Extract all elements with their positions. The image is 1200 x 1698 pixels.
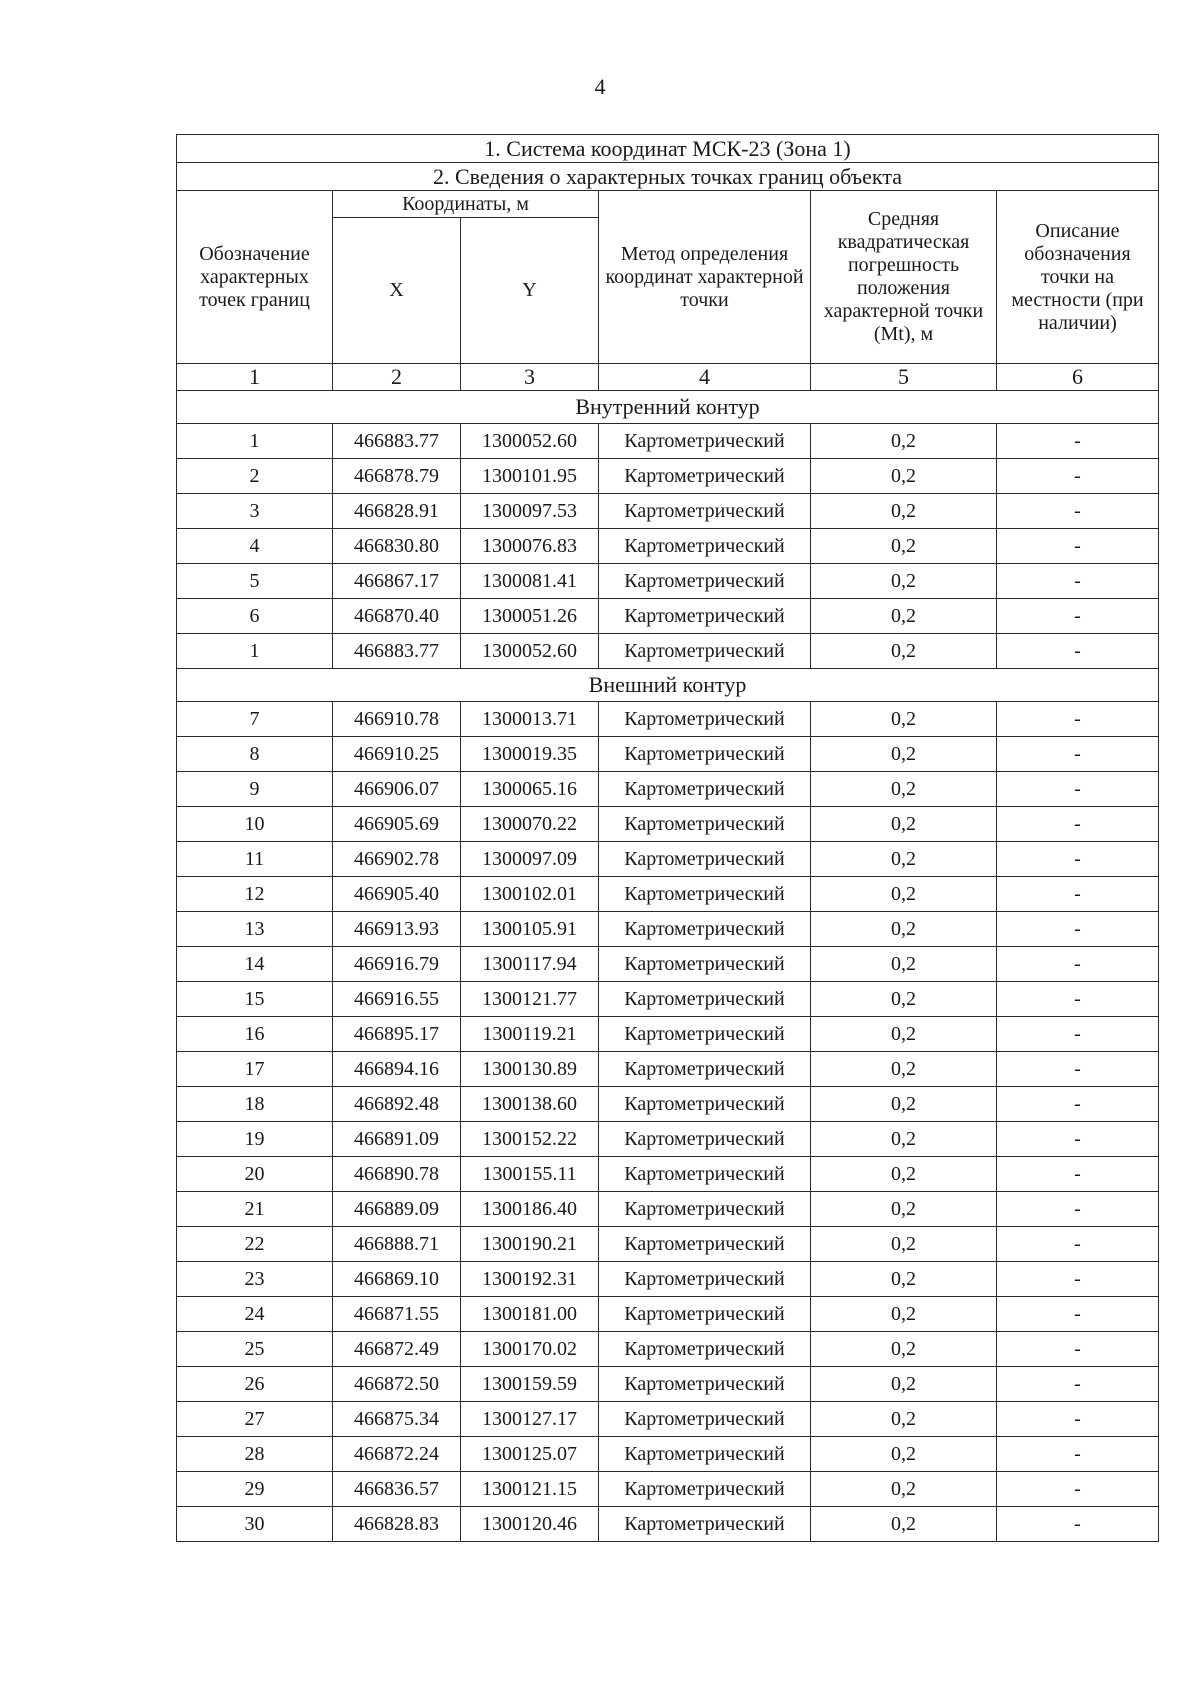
x-coordinate-cell: 466905.69 — [333, 807, 461, 842]
section-row — [177, 669, 1159, 702]
description-cell: - — [997, 912, 1159, 947]
description-cell: - — [997, 1297, 1159, 1332]
x-coordinate-cell: 466883.77 — [333, 424, 461, 459]
mt-error-cell: 0,2 — [811, 1437, 997, 1472]
description-cell: - — [997, 1507, 1159, 1542]
y-coordinate-cell: 1300121.15 — [461, 1472, 599, 1507]
method-cell: Картометрический — [599, 1297, 811, 1332]
method-cell: Картометрический — [599, 1227, 811, 1262]
method-cell: Картометрический — [599, 842, 811, 877]
table-row — [177, 1472, 1159, 1507]
x-coordinate-cell: 466895.17 — [333, 1017, 461, 1052]
mt-error-cell: 0,2 — [811, 877, 997, 912]
y-coordinate-cell: 1300081.41 — [461, 564, 599, 599]
y-coordinate-cell: 1300170.02 — [461, 1332, 599, 1367]
method-cell: Картометрический — [599, 772, 811, 807]
point-number-cell: 26 — [177, 1367, 333, 1402]
x-coordinate-cell: 466870.40 — [333, 599, 461, 634]
method-cell: Картометрический — [599, 424, 811, 459]
description-cell: - — [997, 564, 1159, 599]
mt-error-cell: 0,2 — [811, 564, 997, 599]
point-number-cell: 8 — [177, 737, 333, 772]
method-cell: Картометрический — [599, 1192, 811, 1227]
point-number-cell: 29 — [177, 1472, 333, 1507]
mt-error-cell: 0,2 — [811, 1507, 997, 1542]
point-number-cell: 1 — [177, 634, 333, 669]
mt-error-cell: 0,2 — [811, 772, 997, 807]
x-coordinate-cell: 466889.09 — [333, 1192, 461, 1227]
y-coordinate-cell: 1300070.22 — [461, 807, 599, 842]
description-cell: - — [997, 772, 1159, 807]
description-cell: - — [997, 1087, 1159, 1122]
point-number-cell: 15 — [177, 982, 333, 1017]
method-cell: Картометрический — [599, 1052, 811, 1087]
y-coordinate-cell: 1300052.60 — [461, 634, 599, 669]
point-number-cell: 20 — [177, 1157, 333, 1192]
table-row — [177, 1402, 1159, 1437]
point-number-cell: 1 — [177, 424, 333, 459]
method-cell: Картометрический — [599, 737, 811, 772]
mt-error-cell: 0,2 — [811, 947, 997, 982]
table-row — [177, 947, 1159, 982]
y-coordinate-cell: 1300019.35 — [461, 737, 599, 772]
method-cell: Картометрический — [599, 1087, 811, 1122]
y-coordinate-cell: 1300125.07 — [461, 1437, 599, 1472]
x-coordinate-cell: 466910.78 — [333, 702, 461, 737]
header-row-top — [177, 191, 1159, 218]
table-row — [177, 1227, 1159, 1262]
method-cell: Картометрический — [599, 807, 811, 842]
header-mt: Средняя квадратическая погрешность положения характерной точки (Mt), м — [811, 191, 997, 364]
mt-error-cell: 0,2 — [811, 1087, 997, 1122]
table-row — [177, 1087, 1159, 1122]
table-row — [177, 459, 1159, 494]
coordinate-system-title: 1. Система координат МСК-23 (Зона 1) — [177, 135, 1159, 163]
mt-error-cell: 0,2 — [811, 1017, 997, 1052]
table-row — [177, 424, 1159, 459]
column-number: 2 — [333, 364, 461, 391]
y-coordinate-cell: 1300127.17 — [461, 1402, 599, 1437]
table-row — [177, 982, 1159, 1017]
table-row — [177, 599, 1159, 634]
y-coordinate-cell: 1300152.22 — [461, 1122, 599, 1157]
point-number-cell: 5 — [177, 564, 333, 599]
mt-error-cell: 0,2 — [811, 912, 997, 947]
description-cell: - — [997, 634, 1159, 669]
table-row — [177, 1192, 1159, 1227]
x-coordinate-cell: 466867.17 — [333, 564, 461, 599]
point-number-cell: 27 — [177, 1402, 333, 1437]
description-cell: - — [997, 1402, 1159, 1437]
y-coordinate-cell: 1300155.11 — [461, 1157, 599, 1192]
x-coordinate-cell: 466875.34 — [333, 1402, 461, 1437]
description-cell: - — [997, 599, 1159, 634]
method-cell: Картометрический — [599, 1122, 811, 1157]
section-row — [177, 391, 1159, 424]
table-row — [177, 1122, 1159, 1157]
method-cell: Картометрический — [599, 1017, 811, 1052]
method-cell: Картометрический — [599, 1437, 811, 1472]
description-cell: - — [997, 529, 1159, 564]
table-row — [177, 529, 1159, 564]
point-number-cell: 11 — [177, 842, 333, 877]
point-number-cell: 30 — [177, 1507, 333, 1542]
x-coordinate-cell: 466836.57 — [333, 1472, 461, 1507]
description-cell: - — [997, 1332, 1159, 1367]
table-row — [177, 1157, 1159, 1192]
point-number-cell: 19 — [177, 1122, 333, 1157]
table-row — [177, 1297, 1159, 1332]
y-coordinate-cell: 1300181.00 — [461, 1297, 599, 1332]
y-coordinate-cell: 1300117.94 — [461, 947, 599, 982]
mt-error-cell: 0,2 — [811, 1192, 997, 1227]
point-number-cell: 9 — [177, 772, 333, 807]
table-row — [177, 564, 1159, 599]
description-cell: - — [997, 807, 1159, 842]
table-row — [177, 772, 1159, 807]
point-number-cell: 2 — [177, 459, 333, 494]
description-cell: - — [997, 702, 1159, 737]
y-coordinate-cell: 1300051.26 — [461, 599, 599, 634]
description-cell: - — [997, 1122, 1159, 1157]
x-coordinate-cell: 466871.55 — [333, 1297, 461, 1332]
y-coordinate-cell: 1300013.71 — [461, 702, 599, 737]
y-coordinate-cell: 1300121.77 — [461, 982, 599, 1017]
description-cell: - — [997, 459, 1159, 494]
description-cell: - — [997, 947, 1159, 982]
point-number-cell: 28 — [177, 1437, 333, 1472]
description-cell: - — [997, 737, 1159, 772]
y-coordinate-cell: 1300130.89 — [461, 1052, 599, 1087]
mt-error-cell: 0,2 — [811, 1332, 997, 1367]
point-number-cell: 16 — [177, 1017, 333, 1052]
method-cell: Картометрический — [599, 1472, 811, 1507]
x-coordinate-cell: 466913.93 — [333, 912, 461, 947]
table-row — [177, 1017, 1159, 1052]
y-coordinate-cell: 1300097.09 — [461, 842, 599, 877]
subtitle-row — [177, 163, 1159, 191]
y-coordinate-cell: 1300119.21 — [461, 1017, 599, 1052]
header-y: Y — [461, 218, 599, 364]
coordinates-table — [176, 134, 1159, 1542]
point-number-cell: 21 — [177, 1192, 333, 1227]
y-coordinate-cell: 1300102.01 — [461, 877, 599, 912]
table-row — [177, 842, 1159, 877]
method-cell: Картометрический — [599, 1262, 811, 1297]
mt-error-cell: 0,2 — [811, 599, 997, 634]
point-number-cell: 25 — [177, 1332, 333, 1367]
method-cell: Картометрический — [599, 912, 811, 947]
y-coordinate-cell: 1300097.53 — [461, 494, 599, 529]
description-cell: - — [997, 1437, 1159, 1472]
y-coordinate-cell: 1300190.21 — [461, 1227, 599, 1262]
header-coords: Координаты, м — [333, 191, 599, 218]
mt-error-cell: 0,2 — [811, 1227, 997, 1262]
table-row — [177, 634, 1159, 669]
y-coordinate-cell: 1300120.46 — [461, 1507, 599, 1542]
method-cell: Картометрический — [599, 877, 811, 912]
table-body — [177, 135, 1159, 1542]
x-coordinate-cell: 466890.78 — [333, 1157, 461, 1192]
table-row — [177, 494, 1159, 529]
table-row — [177, 702, 1159, 737]
mt-error-cell: 0,2 — [811, 1367, 997, 1402]
method-cell: Картометрический — [599, 599, 811, 634]
x-coordinate-cell: 466891.09 — [333, 1122, 461, 1157]
table-row — [177, 807, 1159, 842]
method-cell: Картометрический — [599, 702, 811, 737]
description-cell: - — [997, 1262, 1159, 1297]
table-row — [177, 1262, 1159, 1297]
y-coordinate-cell: 1300186.40 — [461, 1192, 599, 1227]
mt-error-cell: 0,2 — [811, 807, 997, 842]
mt-error-cell: 0,2 — [811, 1402, 997, 1437]
page-number: 4 — [594, 74, 606, 99]
header-x: X — [333, 218, 461, 364]
table-row — [177, 1437, 1159, 1472]
description-cell: - — [997, 1367, 1159, 1402]
x-coordinate-cell: 466828.83 — [333, 1507, 461, 1542]
description-cell: - — [997, 494, 1159, 529]
x-coordinate-cell: 466910.25 — [333, 737, 461, 772]
y-coordinate-cell: 1300159.59 — [461, 1367, 599, 1402]
description-cell: - — [997, 982, 1159, 1017]
column-number: 1 — [177, 364, 333, 391]
x-coordinate-cell: 466878.79 — [333, 459, 461, 494]
table-row — [177, 1052, 1159, 1087]
mt-error-cell: 0,2 — [811, 634, 997, 669]
method-cell: Картометрический — [599, 1332, 811, 1367]
description-cell: - — [997, 1192, 1159, 1227]
title-row — [177, 135, 1159, 163]
y-coordinate-cell: 1300101.95 — [461, 459, 599, 494]
column-number-row — [177, 364, 1159, 391]
point-number-cell: 7 — [177, 702, 333, 737]
x-coordinate-cell: 466892.48 — [333, 1087, 461, 1122]
header-point: Обозначение характерных точек границ — [177, 191, 333, 364]
point-number-cell: 13 — [177, 912, 333, 947]
mt-error-cell: 0,2 — [811, 842, 997, 877]
x-coordinate-cell: 466830.80 — [333, 529, 461, 564]
mt-error-cell: 0,2 — [811, 529, 997, 564]
mt-error-cell: 0,2 — [811, 494, 997, 529]
mt-error-cell: 0,2 — [811, 702, 997, 737]
point-number-cell: 24 — [177, 1297, 333, 1332]
point-number-cell: 12 — [177, 877, 333, 912]
point-number-cell: 4 — [177, 529, 333, 564]
header-description: Описание обозначения точки на местности (при наличии) — [997, 191, 1159, 364]
table-row — [177, 877, 1159, 912]
x-coordinate-cell: 466872.49 — [333, 1332, 461, 1367]
method-cell: Картометрический — [599, 529, 811, 564]
table-row — [177, 912, 1159, 947]
description-cell: - — [997, 1472, 1159, 1507]
x-coordinate-cell: 466828.91 — [333, 494, 461, 529]
description-cell: - — [997, 1157, 1159, 1192]
description-cell: - — [997, 424, 1159, 459]
x-coordinate-cell: 466883.77 — [333, 634, 461, 669]
y-coordinate-cell: 1300105.91 — [461, 912, 599, 947]
mt-error-cell: 0,2 — [811, 424, 997, 459]
x-coordinate-cell: 466906.07 — [333, 772, 461, 807]
method-cell: Картометрический — [599, 494, 811, 529]
point-number-cell: 23 — [177, 1262, 333, 1297]
method-cell: Картометрический — [599, 982, 811, 1017]
x-coordinate-cell: 466888.71 — [333, 1227, 461, 1262]
method-cell: Картометрический — [599, 1507, 811, 1542]
method-cell: Картометрический — [599, 564, 811, 599]
y-coordinate-cell: 1300138.60 — [461, 1087, 599, 1122]
y-coordinate-cell: 1300065.16 — [461, 772, 599, 807]
method-cell: Картометрический — [599, 634, 811, 669]
x-coordinate-cell: 466902.78 — [333, 842, 461, 877]
mt-error-cell: 0,2 — [811, 737, 997, 772]
mt-error-cell: 0,2 — [811, 1157, 997, 1192]
column-number: 5 — [811, 364, 997, 391]
mt-error-cell: 0,2 — [811, 1262, 997, 1297]
mt-error-cell: 0,2 — [811, 1297, 997, 1332]
section-title: Внутренний контур — [177, 391, 1159, 424]
section-subtitle: 2. Сведения о характерных точках границ объекта — [177, 163, 1159, 191]
column-number: 4 — [599, 364, 811, 391]
section-title: Внешний контур — [177, 669, 1159, 702]
x-coordinate-cell: 466916.79 — [333, 947, 461, 982]
x-coordinate-cell: 466869.10 — [333, 1262, 461, 1297]
y-coordinate-cell: 1300076.83 — [461, 529, 599, 564]
x-coordinate-cell: 466872.24 — [333, 1437, 461, 1472]
table-row — [177, 1507, 1159, 1542]
method-cell: Картометрический — [599, 459, 811, 494]
x-coordinate-cell: 466894.16 — [333, 1052, 461, 1087]
column-number: 6 — [997, 364, 1159, 391]
column-number: 3 — [461, 364, 599, 391]
method-cell: Картометрический — [599, 1157, 811, 1192]
mt-error-cell: 0,2 — [811, 1052, 997, 1087]
mt-error-cell: 0,2 — [811, 1122, 997, 1157]
table-row — [177, 1332, 1159, 1367]
description-cell: - — [997, 1052, 1159, 1087]
table-row — [177, 737, 1159, 772]
table-row — [177, 1367, 1159, 1402]
y-coordinate-cell: 1300192.31 — [461, 1262, 599, 1297]
point-number-cell: 18 — [177, 1087, 333, 1122]
header-method: Метод определения координат характерной точки — [599, 191, 811, 364]
x-coordinate-cell: 466872.50 — [333, 1367, 461, 1402]
point-number-cell: 3 — [177, 494, 333, 529]
point-number-cell: 10 — [177, 807, 333, 842]
description-cell: - — [997, 1227, 1159, 1262]
y-coordinate-cell: 1300052.60 — [461, 424, 599, 459]
mt-error-cell: 0,2 — [811, 982, 997, 1017]
description-cell: - — [997, 877, 1159, 912]
method-cell: Картометрический — [599, 1402, 811, 1437]
method-cell: Картометрический — [599, 1367, 811, 1402]
point-number-cell: 14 — [177, 947, 333, 982]
mt-error-cell: 0,2 — [811, 1472, 997, 1507]
method-cell: Картометрический — [599, 947, 811, 982]
point-number-cell: 17 — [177, 1052, 333, 1087]
point-number-cell: 22 — [177, 1227, 333, 1262]
mt-error-cell: 0,2 — [811, 459, 997, 494]
point-number-cell: 6 — [177, 599, 333, 634]
description-cell: - — [997, 842, 1159, 877]
x-coordinate-cell: 466916.55 — [333, 982, 461, 1017]
description-cell: - — [997, 1017, 1159, 1052]
x-coordinate-cell: 466905.40 — [333, 877, 461, 912]
